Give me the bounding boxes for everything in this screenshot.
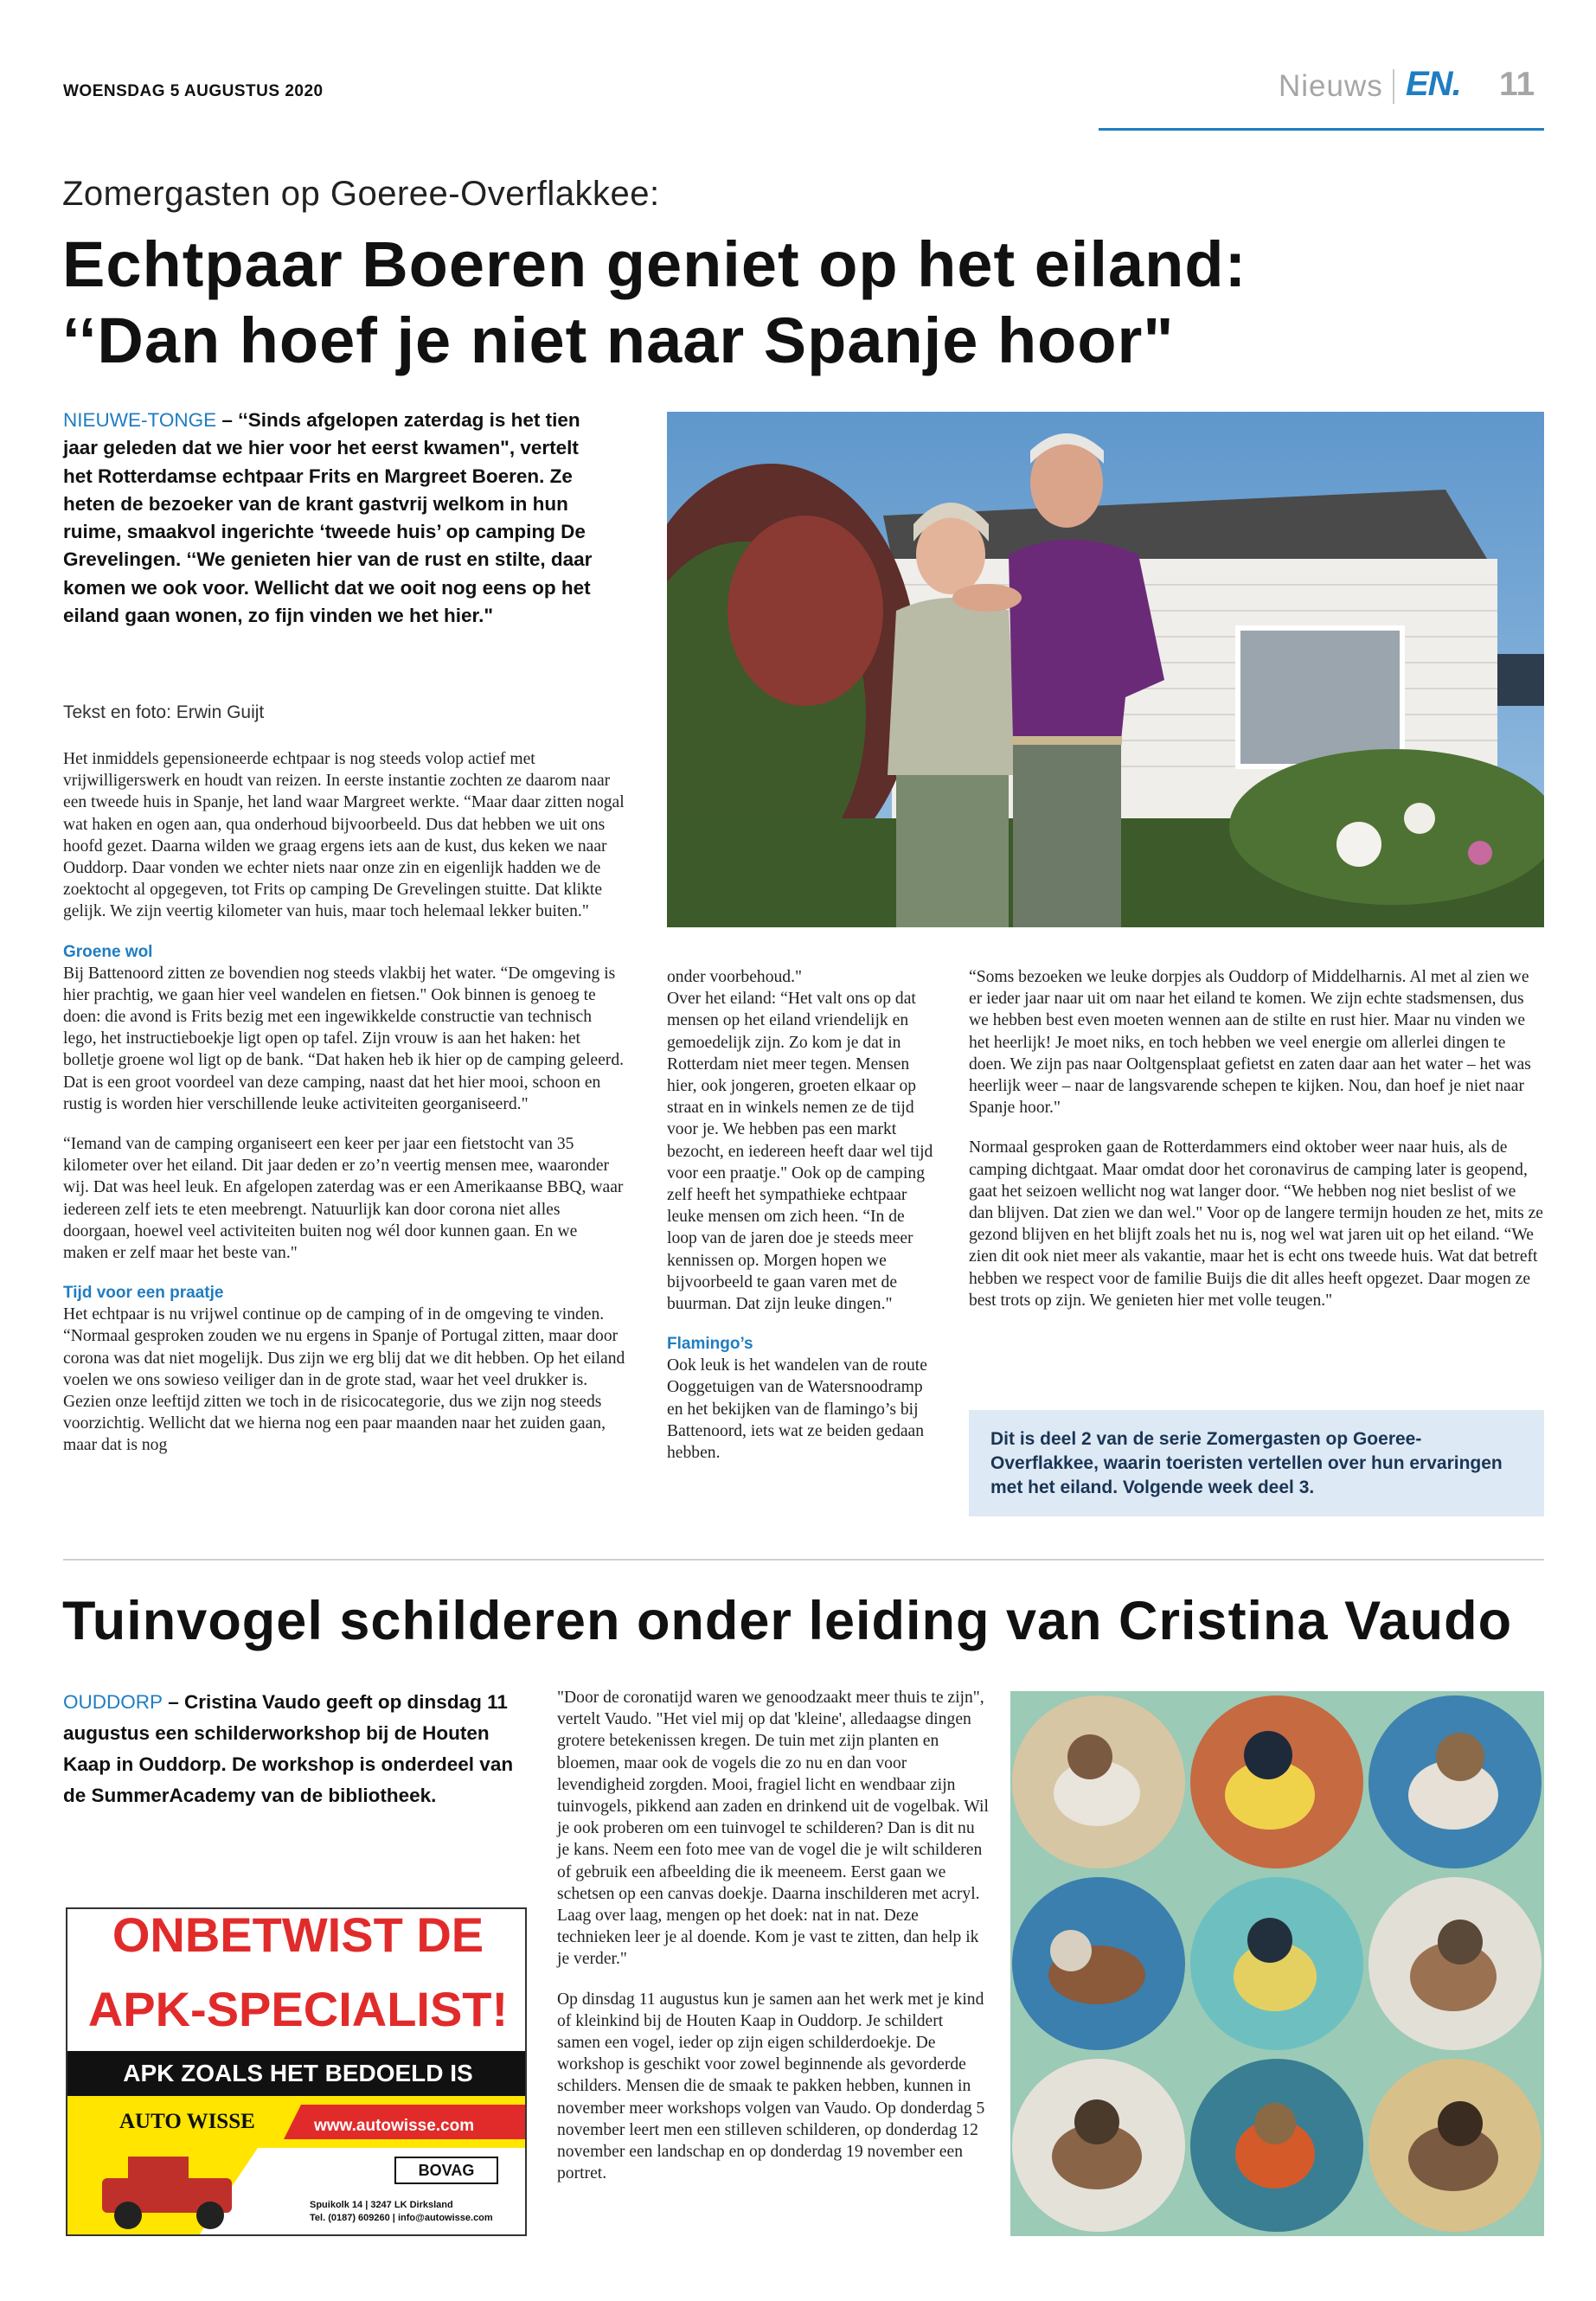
- issue-date: WOENSDAG 5 AUGUSTUS 2020: [63, 82, 324, 100]
- paragraph: “Iemand van de camping organiseert een keer per jaar een fietstocht van 35 kilometer over het eiland. Dit jaar deden er zo’n veertig mensen mee, waaronder wij. Dat was heel leuk. En afgelopen zaterdag was er een Amerikaanse BBQ, waar iedereen zelf iets te eten meebrengt. Natuurlijk kan door corona niet alles doorgaan, hoewel veel activiteiten buiten nog wél door kunnen gaan. En we maken er zelf maar het beste van.": [63, 1135, 624, 1263]
- photo-credit: Tekst en foto: Erwin Guijt: [63, 702, 265, 722]
- paragraph: “Soms bezoeken we leuke dorpjes als Ouddorp of Middelharnis. Al met al zien we er ieder jaar naar uit om naar het eiland te komen. We zijn echte stadsmensen, dus we hebben best even moeten wennen aan de stilte en rust hier. Maar nu vinden we het heerlijk! Je moet niks, en toch hebben we veel energie om allerlei dingen te doen. We zijn pas naar Ooltgensplaat gefietst en zaten daar aan het water – het was heerlijk weer – naar de langsvarende schepen te kijken. Nou, dan hoef je niet naar Spanje hoor.": [969, 968, 1531, 1118]
- lead-location: NIEUWE-TONGE: [63, 409, 217, 431]
- ad-address: [310, 2199, 493, 2225]
- series-info-text: Dit is deel 2 van de serie Zomergasten op Goeree-Overflakkee, waarin toeristen vertellen over hun ervaringen met het eiland. Volgende week deel 3.: [990, 1429, 1503, 1497]
- article-lead: [63, 407, 612, 630]
- ad-phone: Tel. (0187) 609260 | info@autowisse.com: [310, 2213, 493, 2223]
- paragraph: Het echtpaar is nu vrijwel continue op de camping of in de omgeving te vinden. “Normaal gesproken zouden we nu ergens in Spanje of Portugal zitten, maar door corona was dat niet mogelijk. Dus zijn we erg blij dat we dit hebben. Op het eiland voelen we ons sowieso veiliger dan in de grote stad, waar het veel drukker is. Gezien onze leeftijd zitten we toch in de risicocategorie, dus we zijn nog steeds voorzichtig. Wellicht dat we hierna nog een paar maanden naar het zuiden gaan, maar dat is nog: [63, 1305, 625, 1455]
- ad-brand: AUTO WISSE: [119, 2110, 255, 2133]
- subheading: Flamingo’s: [667, 1335, 753, 1354]
- couple-photo: [667, 412, 1544, 927]
- ad-headline-line-1: ONBETWIST DE: [112, 1907, 484, 1962]
- paragraph: Bij Battenoord zitten ze bovendien nog steeds vlakbij het water. “De omgeving is hier prachtig, we gaan hier veel wandelen en fietsen." Ook binnen is genoeg te doen: die avond is Frits bezig met een ingewikkelde constructie van technisch lego, het instructieboekje ligt open op tafel. Zijn vrouw is aan het haken: het bolletje groene wol ligt op de bank. “Dat haken heb ik hier op de camping geleerd. Dat is een groot voordeel van deze camping, naast dat het hier mooi, schoon en rustig is worden hier verschillende leuke activiteiten georganiseerd.": [63, 964, 625, 1113]
- publication-logo: EN.: [1406, 65, 1461, 103]
- article-kicker: Zomergasten op Goeree-Overflakkee:: [62, 175, 660, 213]
- ad-street: Spuikolk 14 | 3247 LK Dirksland: [310, 2200, 453, 2210]
- paragraph: Het inmiddels gepensioneerde echtpaar is nog steeds volop actief met vrijwilligerswerk en houdt van reizen. In eerste instantie zochten ze daarom naar een tweede huis in Spanje, het land waar Margreet werkte. “Maar daar zitten nogal wat haken en ogen aan, qua onderhoud bijvoorbeeld. Dus dat hebben we uit ons hoofd gezet. Daarna wilden we graag ergens iets aan de kust, dus keken we naar Ouddorp. Daar vonden we echter niets naar onze zin en eigenlijk hadden we de zoektocht al opgegeven, tot Frits op camping De Grevelingen stuitte. Dat klikte gelijk. We zijn veertig kilometer van huis, maar toch helemaal lekker buiten.": [63, 750, 625, 921]
- article-column-1: [63, 748, 625, 1457]
- subheading: Tijd voor een praatje: [63, 1284, 224, 1303]
- paragraph: onder voorbehoud." Over het eiland: “Het valt ons op dat mensen op het eiland vriendelijk en gemoedelijk zijn. Zo kom je dat in Rotterdam niet meer tegen. Mensen hier, ook jongeren, groeten elkaar op straat en in winkels nemen ze de tijd voor je. We hebben pas een markt bezocht, en iedereen heeft daar wel tijd voor een praatje." Ook op de camping zelf heeft het sympathieke echtpaar leuke mensen om zich heen. “In de loop van de jaren doe je steeds meer kennissen op. Morgen hopen we bijvoorbeeld te gaan varen met de buurman. Dat zijn leuke dingen.": [667, 968, 933, 1314]
- header-rule: [1099, 128, 1544, 131]
- page-number: 11: [1499, 66, 1535, 103]
- painted-bird-circle: [1012, 1695, 1185, 1868]
- paragraph: Op dinsdag 11 augustus kun je samen aan het werk met je kind of kleinkind bij de Houten Kaap in Ouddorp. Je schildert samen een vogel, ieder op zijn eigen schilderdoekje. De workshop is geschikt voor zowel beginnende als gevorderde schilders. Mensen die de smaak te pakken hebben, kunnen in november meer workshops volgen van Vaudo. Op donderdag 5 november leert men een stilleven schilderen, op donderdag 12 november een landschap en op donderdag 19 november een portret.: [557, 1990, 985, 2183]
- ad-tagline: APK ZOALS HET BEDOELD IS: [67, 2051, 527, 2096]
- paragraph: Normaal gesproken gaan de Rotterdammers eind oktober weer naar huis, als de camping dichtgaat. Maar omdat door het coronavirus de camping later is geopend, gaat het seizoen wellicht nog wat langer door. “We hebben nog niet beslist of we dan blijven. Dat zien we dan wel." Voor op de langere termijn houden ze het, mits ze gezond blijven en het blijft zoals het nu is, nog wel wat jaren uit op het eiland. “We zien dit ook niet meer als vakantie, maar het is echt ons tweede huis. Wat dat betreft hebben we respect voor de familie Buijs die dit alles heeft opgezet. Daar mogen ze best trots op zijn. We genieten hier met volle teugen.": [969, 1138, 1544, 1310]
- article-2-column: [557, 1687, 990, 2184]
- bovag-logo: BOVAG: [394, 2157, 498, 2184]
- lead-location: OUDDORP: [63, 1691, 163, 1713]
- article-divider: [63, 1559, 1544, 1561]
- paragraph: "Door de coronatijd waren we genoodzaakt meer thuis te zijn", vertelt Vaudo. "Het viel mij op dat 'kleine', alledaagse dingen grotere betekenissen kregen. De tuin met zijn planten en bloemen, maar ook de vogels die zo nu en dan voor levendigheid zorgden. Mooi, fragiel licht en wendbaar zijn tuinvogels, pikkend aan zaden en drinkend uit de vogelbak. Wil je ook proberen om een tuinvogel te schilderen? Dan is dit nu je kans. Neem een foto mee van de vogel die je wilt schilderen of gebruik een afbeelding die ik meeneem. Eerst gaan we schetsen op een canvas doekje. Daarna inschilderen met acryl. Laag over laag, mengen op het doek: nat in nat. Deze technieken leer je al doende. Kom je vast te zitten, dan help ik je verder.": [557, 1689, 989, 1969]
- ad-headline-line-2: APK-SPECIALIST!: [87, 1982, 509, 2036]
- article-2-lead: [63, 1687, 530, 1811]
- section-label: Nieuws: [1279, 69, 1383, 103]
- article-column-3: [969, 966, 1544, 1311]
- headline-line-2: ‘‘Dan hoef je niet naar Spanje hoor": [62, 304, 1175, 376]
- ad-url-link[interactable]: www.autowisse.com: [314, 2117, 475, 2135]
- bird-paintings-image: [1010, 1691, 1544, 2236]
- paragraph: Ook leuk is het wandelen van de route Ooggetuigen van de Watersnoodramp en het bekijken van de flamingo’s bij Battenoord, iets wat ze beiden gedaan hebben.: [667, 1356, 927, 1463]
- lead-text: – ‘‘Sinds afgelopen zaterdag is het tien jaar geleden dat we hier voor het eerst kwamen", vertelt het Rotterdamse echtpaar Frits en Margreet Boeren. Ze heten de bezoeker van de krant gastvrij welkom in hun ruime, smaakvol ingerichte ‘tweede huis’ op camping De Grevelingen. ‘‘We genieten hier van de rust en stilte, daar komen we ook voor. Wellicht dat we ooit nog eens op het eiland gaan wonen, zo fijn vinden we het hier.": [63, 409, 593, 627]
- advertisement[interactable]: [66, 1907, 527, 2236]
- lead-text: – Cristina Vaudo geeft op dinsdag 11 augustus een schilderworkshop bij de Houten Kaap in Ouddorp. De workshop is onderdeel van de SummerAcademy van de bibliotheek.: [63, 1691, 514, 1806]
- article-headline: [62, 227, 1550, 379]
- header-separator: [1393, 69, 1394, 104]
- article-column-2: [667, 966, 935, 1464]
- series-info-box: [969, 1410, 1544, 1516]
- article-2-headline: Tuinvogel schilderen onder leiding van Cristina Vaudo: [62, 1591, 1513, 1651]
- headline-line-1: Echtpaar Boeren geniet op het eiland:: [62, 228, 1247, 300]
- subheading: Groene wol: [63, 942, 153, 961]
